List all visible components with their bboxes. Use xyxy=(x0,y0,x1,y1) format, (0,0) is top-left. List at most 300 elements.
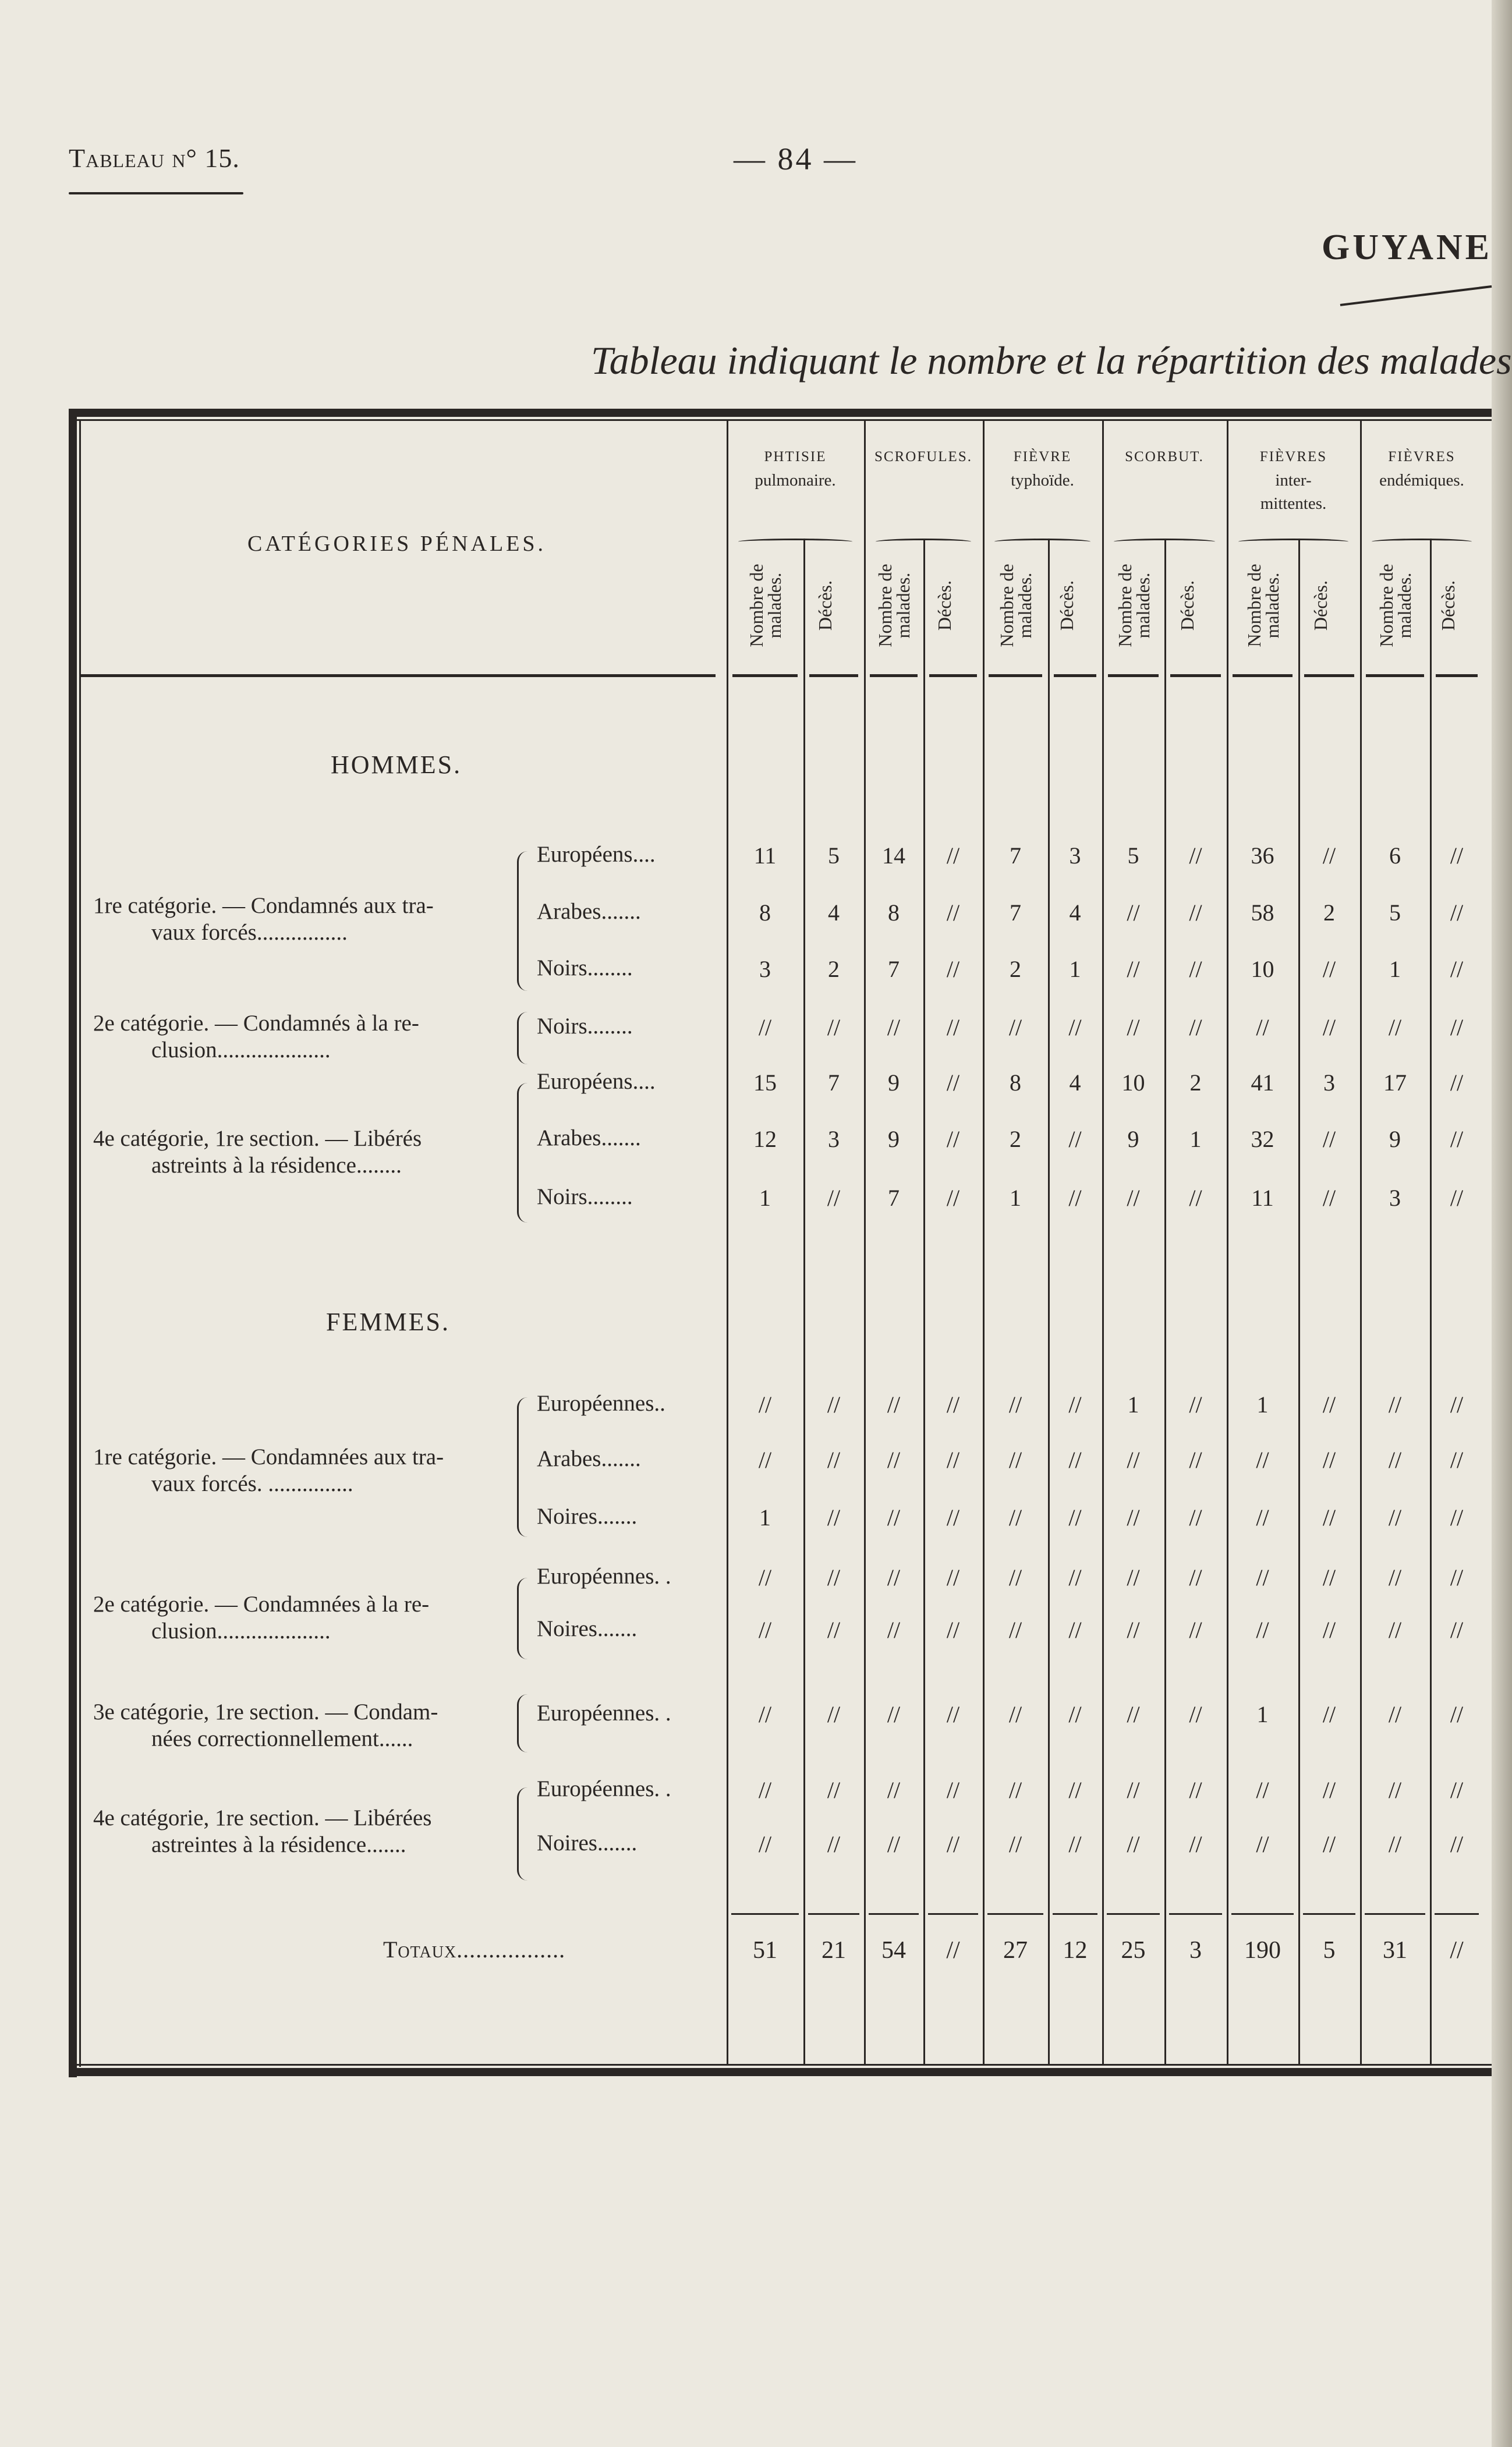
table-cell: // xyxy=(1450,1701,1464,1727)
subcolumn-rule xyxy=(1233,674,1293,677)
table-cell: // xyxy=(1189,1831,1202,1857)
column-divider xyxy=(727,421,728,2064)
subcolumn-header: Décès. xyxy=(1310,580,1331,631)
table-cell: // xyxy=(1322,956,1336,982)
category-line: 2e catégorie. — Condamnées à la re- xyxy=(93,1592,430,1617)
table-cell: // xyxy=(758,1777,772,1803)
table-cell: 1 xyxy=(1389,956,1401,982)
brace xyxy=(517,1397,529,1537)
table-cell: // xyxy=(946,1777,960,1803)
table-cell: // xyxy=(1450,1447,1464,1473)
table-cell: // xyxy=(1068,1185,1082,1211)
table-cell: // xyxy=(1127,1185,1140,1211)
subcolumn-rule xyxy=(809,674,858,677)
category-line: astreintes à la résidence....... xyxy=(151,1832,406,1857)
table-cell: 7 xyxy=(1010,842,1021,869)
table-cell: 4 xyxy=(828,900,840,926)
table-cell: // xyxy=(1450,1504,1464,1531)
table-cell: 41 xyxy=(1251,1070,1274,1096)
category-line: clusion.................... xyxy=(151,1619,331,1644)
category-line: vaux forcés. ............... xyxy=(151,1471,353,1496)
table-cell: // xyxy=(1189,900,1202,926)
table-cell: // xyxy=(1189,1701,1202,1727)
table-cell: 36 xyxy=(1251,842,1274,869)
table-cell: // xyxy=(1189,1777,1202,1803)
group-header-line: FIÈVRES xyxy=(1259,449,1327,465)
table-cell: 1 xyxy=(1256,1391,1269,1418)
table-cell: 3 xyxy=(1323,1070,1335,1096)
table-cell: // xyxy=(946,1504,960,1531)
table-cell: // xyxy=(1450,1185,1464,1211)
table-cell: // xyxy=(1256,1831,1269,1857)
category-line: vaux forcés................ xyxy=(151,920,348,945)
table-cell: // xyxy=(758,1617,772,1643)
table-cell: // xyxy=(946,1831,960,1857)
row-label: Européennes.. xyxy=(537,1391,665,1416)
table-cell: // xyxy=(827,1617,841,1643)
subcolumn-rule xyxy=(1108,674,1159,677)
table-cell: // xyxy=(1127,1564,1140,1591)
table-cell: 32 xyxy=(1251,1126,1274,1152)
table-cell: 1 xyxy=(1069,956,1081,982)
table-cell: // xyxy=(1008,1447,1022,1473)
category-line: 3e catégorie, 1re section. — Condam- xyxy=(93,1699,438,1724)
table-cell: // xyxy=(1256,1447,1269,1473)
group-header-line: PHTISIE xyxy=(764,449,827,465)
table-cell: 2 xyxy=(1189,1070,1202,1096)
group-header-line: typhoïde. xyxy=(1011,471,1074,490)
subcolumn-header: Décès. xyxy=(1176,580,1198,631)
table-cell: // xyxy=(1189,1617,1202,1643)
table-cell: // xyxy=(946,1126,960,1152)
table-cell: // xyxy=(1127,1014,1140,1040)
table-cell: // xyxy=(1068,1617,1082,1643)
table-cell: // xyxy=(1322,1185,1336,1211)
column-divider xyxy=(1360,421,1362,2064)
table-cell: 3 xyxy=(759,956,771,982)
table-cell: // xyxy=(1008,1777,1022,1803)
category-line: 1re catégorie. — Condamnés aux tra- xyxy=(93,893,434,918)
totals-rule xyxy=(1435,1913,1479,1915)
subcolumn-rule xyxy=(1170,674,1221,677)
row-label: Arabes....... xyxy=(537,1125,641,1150)
table-cell: 2 xyxy=(828,956,840,982)
table-cell: 9 xyxy=(1389,1126,1401,1152)
table-cell: // xyxy=(1450,1070,1464,1096)
table-cell: // xyxy=(1450,1126,1464,1152)
row-label: Européens.... xyxy=(537,1069,656,1094)
table-cell: // xyxy=(1450,1617,1464,1643)
table-cell: // xyxy=(1450,1831,1464,1857)
table-cell: // xyxy=(1189,1504,1202,1531)
table-cell: // xyxy=(1322,1447,1336,1473)
table-cell: // xyxy=(1189,1391,1202,1418)
totals-cell: 190 xyxy=(1244,1937,1281,1964)
group-header-line: pulmonaire. xyxy=(755,471,836,490)
tableau-underline xyxy=(69,192,243,194)
table-cell: 7 xyxy=(888,1185,900,1211)
row-label: Arabes....... xyxy=(537,1446,641,1471)
table-cell: // xyxy=(887,1831,901,1857)
table-cell: // xyxy=(1068,1391,1082,1418)
subcolumn-rule xyxy=(1366,674,1424,677)
table-frame-left-inner xyxy=(79,419,81,2067)
column-divider xyxy=(983,421,985,2064)
table-cell: // xyxy=(1256,1777,1269,1803)
category-line: nées correctionnellement...... xyxy=(151,1726,413,1751)
page-number: — 84 — xyxy=(734,141,858,176)
totals-rule xyxy=(987,1913,1043,1915)
table-cell: // xyxy=(827,1447,841,1473)
group-header xyxy=(864,445,983,469)
table-cell: // xyxy=(758,1831,772,1857)
table-cell: // xyxy=(1189,842,1202,869)
table-cell: // xyxy=(758,1391,772,1418)
table-cell: // xyxy=(1189,1447,1202,1473)
row-label: Européens.... xyxy=(537,842,656,867)
table-cell: 6 xyxy=(1389,842,1401,869)
table-cell: // xyxy=(946,1185,960,1211)
table-cell: 2 xyxy=(1323,900,1335,926)
table-cell: // xyxy=(1388,1391,1402,1418)
column-divider xyxy=(1227,421,1228,2064)
totals-rule xyxy=(1365,1913,1425,1915)
table-cell: // xyxy=(1450,956,1464,982)
table-cell: 5 xyxy=(1127,842,1139,869)
table-cell: // xyxy=(827,1564,841,1591)
table-cell: // xyxy=(1008,1391,1022,1418)
category-label xyxy=(93,893,434,946)
totals-rule xyxy=(1107,1913,1160,1915)
table-cell: 1 xyxy=(1256,1701,1269,1727)
subcolumn-header: Nombre de malades. xyxy=(1243,564,1283,647)
category-label xyxy=(93,1591,429,1645)
category-line: 4e catégorie, 1re section. — Libérées xyxy=(93,1805,432,1830)
table-cell: // xyxy=(887,1014,901,1040)
table-cell: 5 xyxy=(828,842,840,869)
table-cell: // xyxy=(1127,956,1140,982)
group-header-line: SCROFULES. xyxy=(874,449,972,465)
totals-rule xyxy=(1231,1913,1294,1915)
table-cell: // xyxy=(946,956,960,982)
table-cell: // xyxy=(887,1701,901,1727)
subcolumn-header: Nombre de malades. xyxy=(1114,564,1153,647)
group-header-line: inter- xyxy=(1275,471,1312,490)
row-label: Noirs........ xyxy=(537,1184,633,1209)
column-divider xyxy=(864,421,866,2064)
table-cell: // xyxy=(1008,1504,1022,1531)
table-cell: // xyxy=(1189,1185,1202,1211)
table-cell: // xyxy=(1450,1564,1464,1591)
row-label: Arabes....... xyxy=(537,899,641,924)
table-cell: 14 xyxy=(882,842,905,869)
category-line: clusion.................... xyxy=(151,1037,331,1063)
subcolumn-header: Nombre de malades. xyxy=(1376,564,1415,647)
table-cell: // xyxy=(1450,1014,1464,1040)
totals-cell: 31 xyxy=(1383,1937,1407,1964)
table-cell: // xyxy=(1068,1564,1082,1591)
table-cell: // xyxy=(946,900,960,926)
brace xyxy=(517,1083,529,1223)
table-cell: // xyxy=(1189,1564,1202,1591)
table-frame-top-inner xyxy=(69,419,1492,421)
group-header-line: mittentes. xyxy=(1260,494,1327,513)
table-cell: // xyxy=(1388,1504,1402,1531)
row-label: Européennes. . xyxy=(537,1776,671,1801)
group-header xyxy=(1360,445,1483,492)
table-cell: // xyxy=(1068,1126,1082,1152)
table-cell: // xyxy=(887,1777,901,1803)
table-cell: // xyxy=(1127,1777,1140,1803)
category-line: 4e catégorie, 1re section. — Libérés xyxy=(93,1126,422,1151)
table-cell: // xyxy=(1322,1564,1336,1591)
region-title: GUYANE xyxy=(1322,228,1492,267)
brace xyxy=(517,1012,529,1064)
table-cell: // xyxy=(1127,900,1140,926)
table-cell: 2 xyxy=(1010,1126,1021,1152)
group-header xyxy=(1102,445,1227,469)
brace xyxy=(517,1787,529,1881)
table-cell: // xyxy=(1068,1447,1082,1473)
totals-cell: 25 xyxy=(1121,1937,1146,1964)
subcolumn-rule xyxy=(732,674,798,677)
table-cell: // xyxy=(758,1701,772,1727)
table-cell: 2 xyxy=(1010,956,1021,982)
totals-cell: 27 xyxy=(1003,1937,1028,1964)
totals-cell: 21 xyxy=(821,1937,846,1964)
table-cell: // xyxy=(887,1391,901,1418)
table-cell: 15 xyxy=(753,1070,777,1096)
table-cell: // xyxy=(946,1070,960,1096)
table-cell: // xyxy=(1127,1447,1140,1473)
row-label: Noires....... xyxy=(537,1830,638,1855)
header-rule xyxy=(81,674,716,677)
table-cell: // xyxy=(1388,1447,1402,1473)
table-cell: // xyxy=(1008,1617,1022,1643)
category-label xyxy=(93,1444,444,1497)
table-cell: // xyxy=(1322,1126,1336,1152)
table-cell: // xyxy=(1256,1014,1269,1040)
totals-cell: 3 xyxy=(1189,1937,1202,1964)
table-cell: 9 xyxy=(1127,1126,1139,1152)
table-cell: 3 xyxy=(1389,1185,1401,1211)
table-cell: // xyxy=(1127,1831,1140,1857)
table-cell: // xyxy=(887,1447,901,1473)
table-cell: // xyxy=(1127,1617,1140,1643)
table-cell: 7 xyxy=(828,1070,840,1096)
row-label: Noirs........ xyxy=(537,955,633,980)
table-cell: // xyxy=(1450,1777,1464,1803)
subcolumn-rule xyxy=(1436,674,1478,677)
table-cell: // xyxy=(1322,842,1336,869)
group-header-line: SCORBUT. xyxy=(1125,449,1204,465)
section-femmes: FEMMES. xyxy=(326,1308,450,1336)
table-cell: // xyxy=(827,1391,841,1418)
table-frame-bottom xyxy=(69,2068,1492,2076)
table-cell: 1 xyxy=(759,1185,771,1211)
table-cell: // xyxy=(827,1185,841,1211)
table-cell: 11 xyxy=(1251,1185,1274,1211)
column-divider xyxy=(1102,421,1104,2064)
table-cell: 10 xyxy=(1251,956,1274,982)
table-cell: 9 xyxy=(888,1070,900,1096)
totals-cell: 54 xyxy=(881,1937,906,1964)
table-cell: // xyxy=(1008,1564,1022,1591)
table-cell: // xyxy=(827,1777,841,1803)
subcolumn-header: Nombre de malades. xyxy=(996,564,1035,647)
table-frame-top xyxy=(69,409,1492,417)
totals-cell: 5 xyxy=(1323,1937,1336,1964)
table-cell: // xyxy=(1127,1504,1140,1531)
group-header xyxy=(1227,445,1360,515)
subcolumn-header: Nombre de malades. xyxy=(746,564,785,647)
table-cell: // xyxy=(1068,1777,1082,1803)
table-cell: // xyxy=(1322,1831,1336,1857)
table-cell: // xyxy=(1008,1701,1022,1727)
totals-rule xyxy=(869,1913,919,1915)
subcolumn-rule xyxy=(870,674,918,677)
totals-rule xyxy=(731,1913,799,1915)
table-cell: 10 xyxy=(1121,1070,1145,1096)
table-cell: // xyxy=(1256,1504,1269,1531)
table-cell: // xyxy=(887,1564,901,1591)
table-cell: // xyxy=(1450,900,1464,926)
table-cell: // xyxy=(827,1701,841,1727)
table-cell: // xyxy=(1322,1504,1336,1531)
table-cell: // xyxy=(827,1831,841,1857)
table-cell: // xyxy=(758,1014,772,1040)
group-header-line: FIÈVRE xyxy=(1013,449,1072,465)
table-cell: // xyxy=(1388,1617,1402,1643)
table-cell: // xyxy=(1256,1564,1269,1591)
row-label: Noires....... xyxy=(537,1504,638,1529)
table-cell: // xyxy=(1322,1391,1336,1418)
table-cell: 1 xyxy=(1189,1126,1202,1152)
table-cell: // xyxy=(827,1504,841,1531)
table-cell: // xyxy=(1388,1014,1402,1040)
table-cell: // xyxy=(946,1014,960,1040)
table-cell: 3 xyxy=(828,1126,840,1152)
table-cell: 4 xyxy=(1069,1070,1081,1096)
row-label: Noirs........ xyxy=(537,1014,633,1039)
region-underline xyxy=(1340,285,1492,306)
brace xyxy=(517,1578,529,1659)
category-label xyxy=(93,1805,431,1858)
table-cell: 8 xyxy=(1010,1070,1021,1096)
table-cell: // xyxy=(1450,1391,1464,1418)
table-cell: // xyxy=(1322,1014,1336,1040)
table-cell: // xyxy=(1322,1617,1336,1643)
table-cell: 12 xyxy=(753,1126,777,1152)
subcolumn-rule xyxy=(929,674,977,677)
table-cell: 8 xyxy=(888,900,900,926)
table-cell: 7 xyxy=(1010,900,1021,926)
table-cell: // xyxy=(1068,1504,1082,1531)
totals-cell: 51 xyxy=(753,1937,777,1964)
tableau-number: Tableau n° 15. xyxy=(69,143,240,173)
table-cell: // xyxy=(1068,1831,1082,1857)
category-label xyxy=(93,1699,438,1752)
table-cell: // xyxy=(1008,1831,1022,1857)
table-cell: // xyxy=(1256,1617,1269,1643)
totals-rule xyxy=(808,1913,859,1915)
table-cell: // xyxy=(946,1391,960,1418)
category-line: 1re catégorie. — Condamnées aux tra- xyxy=(93,1444,444,1469)
row-label: Noires....... xyxy=(537,1616,638,1641)
table-cell: 11 xyxy=(753,842,777,869)
table-cell: 8 xyxy=(759,900,771,926)
group-header xyxy=(983,445,1102,492)
group-header xyxy=(727,445,864,492)
table-cell: // xyxy=(1189,956,1202,982)
subcolumn-rule xyxy=(1304,674,1354,677)
brace xyxy=(517,1694,529,1752)
table-cell: // xyxy=(1450,842,1464,869)
table-cell: // xyxy=(946,1617,960,1643)
row-label: Européennes. . xyxy=(537,1701,671,1726)
group-header-line: endémiques. xyxy=(1379,471,1464,490)
table-cell: // xyxy=(946,842,960,869)
table-cell: // xyxy=(1388,1564,1402,1591)
table-frame-left xyxy=(69,409,77,2077)
table-cell: // xyxy=(887,1617,901,1643)
table-cell: 4 xyxy=(1069,900,1081,926)
table-cell: // xyxy=(1189,1014,1202,1040)
categories-header: CATÉGORIES PÉNALES. xyxy=(247,532,547,556)
table-cell: 7 xyxy=(888,956,900,982)
table-cell: // xyxy=(946,1447,960,1473)
table-cell: // xyxy=(827,1014,841,1040)
totals-cell: 12 xyxy=(1063,1937,1088,1964)
subcolumn-header: Décès. xyxy=(1437,580,1458,631)
section-hommes: HOMMES. xyxy=(331,750,462,779)
totals-rule xyxy=(928,1913,978,1915)
table-subtitle: Tableau indiquant le nombre et la répartition des malades xyxy=(591,338,1512,383)
totals-rule xyxy=(1053,1913,1097,1915)
category-line: 2e catégorie. — Condamnés à la re- xyxy=(93,1011,419,1036)
table-frame-bottom-inner xyxy=(69,2064,1492,2066)
table-cell: // xyxy=(758,1564,772,1591)
table-cell: // xyxy=(1322,1777,1336,1803)
totals-label: Totaux................. xyxy=(383,1936,566,1963)
subcolumn-header: Nombre de malades. xyxy=(874,564,913,647)
subcolumn-header: Décès. xyxy=(934,580,955,631)
table-cell: 17 xyxy=(1383,1070,1407,1096)
table-cell: // xyxy=(758,1447,772,1473)
table-cell: // xyxy=(1388,1701,1402,1727)
table-cell: // xyxy=(887,1504,901,1531)
subcolumn-header: Décès. xyxy=(1056,580,1077,631)
subcolumn-header: Décès. xyxy=(815,580,835,631)
subcolumn-rule xyxy=(1054,674,1096,677)
table-cell: // xyxy=(1127,1701,1140,1727)
table-cell: 5 xyxy=(1389,900,1401,926)
table-cell: 58 xyxy=(1251,900,1274,926)
table-cell: 1 xyxy=(1127,1391,1139,1418)
totals-rule xyxy=(1169,1913,1222,1915)
row-label: Européennes. . xyxy=(537,1564,671,1589)
table-cell: // xyxy=(1008,1014,1022,1040)
table-cell: // xyxy=(946,1564,960,1591)
totals-cell: // xyxy=(1450,1937,1464,1964)
table-cell: 3 xyxy=(1069,842,1081,869)
table-cell: 1 xyxy=(759,1504,771,1531)
table-cell: // xyxy=(1388,1777,1402,1803)
table-cell: // xyxy=(1388,1831,1402,1857)
totals-rule xyxy=(1303,1913,1355,1915)
category-line: astreints à la résidence........ xyxy=(151,1153,402,1178)
table-cell: // xyxy=(1068,1701,1082,1727)
